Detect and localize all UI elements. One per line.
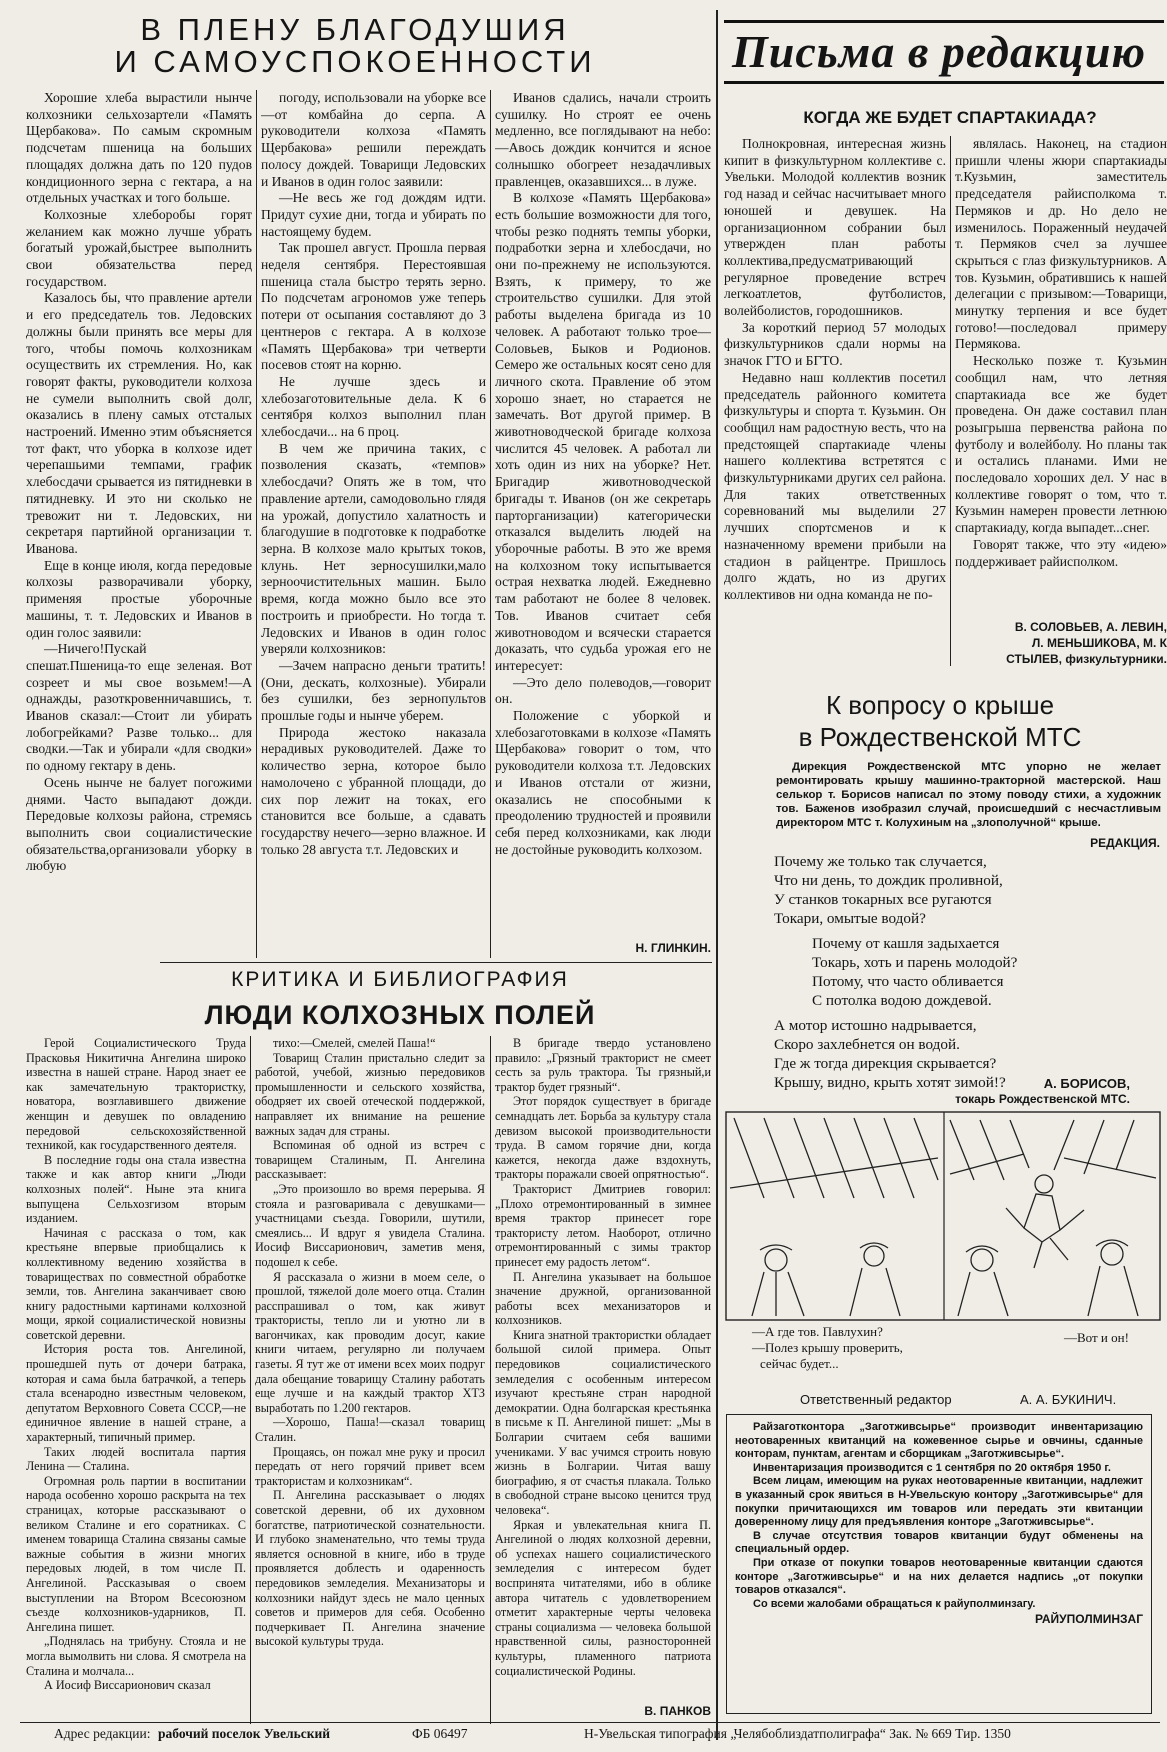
paragraph: Говорят также, что эту «идею» поддерживает райисполком.: [955, 536, 1167, 569]
paragraph: П. Ангелина рассказывает о людях советской деревни, об их духовном богатстве, патриотической сознательности. И глубоко знаменательно, что темы труда является основной в книге, ибо в труде проявляется доблесть и одаренность передовиков земледелия. Механизаторы и колхозники найдут здесь не мало ценных советов и примеров для себя. Особенно подчеркивает П. Ангелина значение высокой культуры труда.: [255, 1488, 485, 1649]
paragraph: Несколько позже т. Кузьмин сообщил нам, что летняя спартакиада все же будет проведена. Он даже составил план розыгрыша первенства района по футболу и волейболу. Но планы так и остались планами. Ими не последовало хороших дел. У нас в коллективе говорят о том, что т. Кузьмин намерен провести летнюю спартакиаду, когда выпадет...снег.: [955, 353, 1167, 536]
paragraph: Хорошие хлеба вырастили нынче колхозники сельхозартели «Память Щербакова». По самым скромным подсчетам пшеница на больших площадях должна дать по 120 пудов кондиционного зерна с гектара, а на отдельных участках и того больше.: [26, 90, 252, 206]
poem-line: С потолка водою дождевой.: [812, 992, 992, 1009]
article-title-line2: И САМОУСПОКОЕННОСТИ: [114, 44, 596, 79]
poem-signature-subtitle: токарь Рождественской МТС.: [955, 1092, 1130, 1106]
paragraph: тихо:—Смелей, смелей Паша!“: [273, 1036, 436, 1050]
poem-stanza: [774, 852, 1154, 928]
paragraph: Природа жестоко наказала нерадивых руководителей. Даже то количество зерна, которое было намолочено с убранной площади, до сих пор лежит на токах, его становится все больше, а сдавать государству нечего—зерно влажное. И только 28 августа т.т. Ледовских и: [261, 724, 486, 857]
poem-line: Крышу, видно, крыть хотят зимой!?: [774, 1074, 1006, 1091]
article1-column-2: [261, 90, 486, 958]
article1-column-3: [495, 90, 711, 940]
roof-title-line1: К вопросу о крыше: [825, 690, 1055, 720]
paragraph: Вспоминая об одной из встреч с товарищем Сталиным, П. Ангелина рассказывает:: [255, 1138, 485, 1182]
paragraph: Я рассказала о жизни в моем селе, о прошлой, тяжелой доле моего отца. Сталин расспрашивал о том, как живут трактористы, тепло ли и уютно ли в вагончиках, как проводим досуг, какие книги читаем, регулярно ли получаем газеты. Я тут же от имени всех моих подруг дала обещание товарищу Сталину работать еще лучше и на каждый трактор ХТЗ выработать по 1.200 гектаров.: [255, 1269, 485, 1415]
cartoon-caption-right: —Вот и он!: [1064, 1330, 1129, 1345]
paragraph: —Хорошо, Паша!—сказал товарищ Сталин.: [255, 1415, 485, 1445]
editor-name: А. А. БУКИНИЧ.: [1020, 1392, 1117, 1407]
paragraph: А Иосиф Виссарионович сказал: [44, 1678, 211, 1693]
paragraph: История роста тов. Ангелиной, прошедшей путь от дочери батрака, которая и сама была батрачкой, а теперь стала всенародно известным человеком, депутатом Верховного Совета СССР,—не единичное явление в нашей стране, а характерный, типичный пример.: [26, 1342, 246, 1445]
article1-column-1: [26, 90, 252, 958]
paragraph: —Это дело полеводов,—говорит он.: [495, 674, 711, 707]
review-signature: В. ПАНКОВ: [644, 1704, 711, 1718]
cartoon-caption-left-1: —А где тов. Павлухин?: [752, 1324, 883, 1339]
paragraph: В чем же причина таких, с позволения сказать, «темпов» хлебосдачи? Опять же в том, что правление артели, самодовольно глядя на урожай, допустило халатность и благодушие в подготовке к подработке зерна. В колхозе мало крытых токов, клунь. Нет зерносушилки,мало зерноочистительных машин. Было время, когда можно было все это построить и приобрести. Но тогда т. Ледовских и Иванов в один голос уверяли колхозников:: [261, 440, 486, 657]
cartoon-caption-left-3: сейчас будет...: [760, 1356, 839, 1371]
paragraph: —Зачем напрасно деньги тратить! (Они, дескать, колхозные). Убирали без сушилки, без зернопультов прошлые годы и нынче уберем.: [261, 657, 486, 724]
paragraph: „Поднялась на трибуну. Стояла и не могла вымолвить ни слова. Я смотрела на Сталина и молчала...: [26, 1634, 246, 1678]
poem-signature: А. БОРИСОВ,: [1043, 1076, 1130, 1091]
paragraph: Иванов сдались, начали строить сушилку. Но строят ее очень медленно, все поглядывают на небо:—Авось дождик кончится и ясное солнышко обогреет незадачливых правленцев, оказавшихся... в луже.: [495, 90, 711, 189]
cartoon-frame: [724, 1110, 1162, 1322]
poem-line: Потому, что часто обливается: [812, 973, 1004, 990]
section-divider: [160, 962, 712, 963]
paragraph: Положение с уборкой и хлебозаготовками в колхозе «Память Щербакова» говорит о том, что руководители колхоза т.т. Ледовских и Иванов отстали от жизни, оказались не способными к преодолению трудностей и проявили себя перед колхозниками, как люди не достойные руководить колхозом.: [495, 708, 711, 857]
paragraph: За короткий период 57 молодых физкультурников сдали нормы на значок ГТО и БГТО.: [724, 319, 946, 369]
ad-paragraph: Инвентаризация производится с 1 сентября по 20 октября 1950 г.: [753, 1461, 1111, 1474]
poem-stanza: [812, 934, 1154, 1010]
ad-paragraph: Райзаготконтора „Заготживсырье“ производит инвентаризацию неотоваренных квитанций на кожевенное сырье и овчины, сданные конторам, пунктам, агентам и сборщикам „Заготживсырье“.: [735, 1421, 1143, 1461]
poem-line: Где ж тогда дирекция скрывается?: [774, 1055, 997, 1072]
roof-title-line2: в Рождественской МТС: [798, 722, 1082, 752]
letters-signature-line2: Л. МЕНЬШИКОВА, М. К: [1031, 636, 1167, 650]
paragraph: Еще в конце июля, когда передовые колхозы разворачивали уборку, применяя простые уборочные машины, т. т. Ледовских и Иванов в один голос заявили:: [26, 557, 252, 640]
review-rubric: КРИТИКА И БИБЛИОГРАФИЯ: [231, 968, 569, 991]
review-column-2: [255, 1036, 485, 1724]
footer-code: ФБ 06497: [412, 1726, 468, 1741]
editor-label: Ответственный редактор: [800, 1392, 952, 1407]
paragraph: Товарищ Сталин пристально следит за работой, учебой, жизнью передовиков промышленности и сельского хозяйства, ободряет их своей отеческой поддержкой, направляет их внимание на решение важных задач для страны.: [255, 1050, 485, 1138]
roof-intro-signature: РЕДАКЦИЯ.: [1090, 836, 1160, 850]
paragraph: Недавно наш коллектив посетил председатель районного комитета физкультуры и спорта т. Кузьмин. Он сообщил нам радостную весть, что на предстоящей спартакиаде члены нашего коллектива встретятся с физкультурниками других сел района. Для таких ответственных соревнований мы выделили 27 лучших спортсменов и к назначенному времени прибыли на стадион в райцентре. Пришлось долго ждать, но из других коллективов ни одна команда не по-: [724, 369, 946, 602]
paragraph: погоду, использовали на уборке все—от комбайна до серпа. А руководители колхоза «Память Щербакова» решили переждать полосу дождей. Товарищи Ледовских и Иванов в один голос заявили:: [261, 90, 486, 189]
advertisement-box: [726, 1414, 1152, 1714]
column-divider: [490, 90, 491, 958]
paragraph: Этот порядок существует в бригаде семнадцать лет. Борьба за культуру стала девизом высокой производительности труда. В самом горячие дни, когда кажется, некогда даже вздохнуть, тракторы поражали своей опрятностью“.: [495, 1094, 711, 1182]
paragraph: Полнокровная, интересная жизнь кипит в физкультурном коллективе с. Увельки. Молодой коллектив возник год назад и сейчас насчитывает много юношей и девушек. На организационном собрании был утвержден план работы коллектива,предусматривающий регулярное проведение встреч легкоатлетов, футболистов, волейболистов, городошников.: [724, 136, 946, 319]
letters-signature-line3: СТЫЛЕВ, физкультурники.: [1006, 652, 1167, 666]
paragraph: „Это произошло во время перерыва. Я стояла и разговаривала с девушками—участницами съезда. Говорили, шутили, смеялись... И вдруг я увидела Сталина. Иосиф Виссарионович, заметив меня, подошел к себе.: [255, 1181, 485, 1269]
paragraph: являлась. Наконец, на стадион пришли члены жюри спартакиады т.Кузьмин, заместитель председателя райисполкома т. Пермяков и др. Но дело не изменилось. Пораженный неудачей т. Пермяков счел за лучшее скрыться с глаз физкультурников. А тов. Кузьмин, обратившись к нашей делегации с призывом:—Товарищи, минутку терпения и все будет готово!—последовал примеру Пермякова.: [955, 136, 1167, 352]
footer-printing: Н-Увельская типография „Челябоблиздатполиграфа“ Зак. № 669 Тир. 1350: [584, 1726, 1011, 1741]
paragraph: Огромная роль партии в воспитании народа особенно хорошо раскрыта на тех страницах, которые рассказывают о великом Сталине и его соратниках. С именем товарища Сталина связаны самые важные события в жизни многих передовых людей, в том числе П. Ангелиной. Рассказывая о своем выступлении на Втором Всесоюзном съезде колхозников-ударников, П. Ангелина пишет.: [26, 1473, 246, 1634]
review-column-1: [26, 1036, 246, 1724]
roof-intro: Дирекция Рождественской МТС упорно не желает ремонтировать крышу машинно-тракторной мастерской. Наш селькор т. Борисов написал по этому поводу стихи, а художник тов. Баженов изобразил случай, происшедший с несчастливым директором МТС т. Колухиным на „злополучной“ крыше.: [776, 761, 1161, 829]
article-title-line1: В ПЛЕНУ БЛАГОДУШИЯ: [140, 12, 570, 47]
poem-line: Токари, омытые водой?: [774, 910, 926, 927]
cartoon-caption-left-2: —Полез крышу проверить,: [752, 1340, 903, 1355]
paragraph: Таких людей воспитала партия Ленина — Сталина.: [26, 1444, 246, 1474]
paragraph: Тракторист Дмитриев говорил: „Плохо отремонтированный в зимнее время трактор принесет горе трактористу летом. Наоборот, отлично отремонтированный с зимы трактор принесет ему радость летом“.: [495, 1181, 711, 1269]
poem-line: У станков токарных все ругаются: [774, 891, 992, 908]
page-center-divider: [716, 10, 718, 1740]
paragraph: Начиная с рассказа о том, как крестьяне впервые приобщались к коллективному ведению хозяйства в товариществах по совместной обработке земли, тов. Ангелина заканчивает свою книгу радостными картинами колхозной мощи, яркой социалистической новизны советской деревни.: [26, 1225, 246, 1342]
poem-line: А мотор истошно надрывается,: [774, 1017, 977, 1034]
paragraph: —Ничего!Пускай спешат.Пшеница-то еще зеленая. Вот созреет и мы свое возьмем!—А однажды, разоткровенничавшись, т. Иванов сказал:—Стоит ли убирать лобогрейками? Разве только... для сводки.—Так и убирали «для сводки» по одному гектару в день.: [26, 641, 252, 774]
ad-paragraph: В случае отсутствия товаров квитанции будут обменены на специальный ордер.: [735, 1529, 1143, 1556]
paragraph: —Не весь же год дождям идти. Придут сухие дни, тогда и убирать по настоящему будем.: [261, 190, 486, 239]
paragraph: В колхозе «Память Щербакова» есть большие возможности для того, чтобы резко поднять темпы уборки, подработки зерна и хлебосдачи, но они по-прежнему не используются. Взять, к примеру, то же строительство сушилки. Для этой работы выделена бригада из 10 человек. А работают только трое—Соловьев, Быков и Родионов. Семеро же остальных косят сено для личного скота. Правление об этом хорошо знает, но старается не замечать. Вот другой пример. В животноводческой бригаде колхоза числится 45 человек. А работал ли хоть один из них на уборке? Нет. Бригадир животноводческой бригады т. Иванов (он же секретарь парторганизации) категорически отказался выделить людей на уборочные работы. В это же время на колхозном току испытывается острая нехватка людей. Ежедневно там работают не более 8 человек. Тов. Иванов считает себя животноводом и всячески старается доказать, что судьба урожая его не интересует:: [495, 190, 711, 673]
column-divider: [256, 90, 257, 958]
roof-poem: [774, 852, 1154, 1092]
letters-signature-line1: В. СОЛОВЬЕВ, А. ЛЕВИН,: [1014, 620, 1167, 634]
footer-address: рабочий поселок Увельский: [158, 1726, 331, 1741]
paragraph: Прощаясь, он пожал мне руку и просил передать от него горячий привет всем трактористам и колхозникам“.: [255, 1444, 485, 1488]
cartoon-illustration: [724, 1110, 1162, 1322]
paragraph: Колхозные хлеборобы горят желанием как можно лучше убрать богатый урожай,быстрее выполнить свои обязательства перед государством.: [26, 206, 252, 289]
paragraph: В последние годы она стала известна также и как автор книги „Люди колхозных полей“. Ныне эта книга выпущена Сельхозгизом вторым изданием.: [26, 1152, 246, 1226]
paragraph: Не лучше здесь и хлебозаготовительные дела. К 6 сентября колхоз выполнил план хлебосдачи... на 6 проц.: [261, 373, 486, 440]
paragraph: В бригаде твердо установлено правило: „Грязный тракторист не смеет сесть за руль трактора. Ты грязный,и трактор будет грязный“.: [495, 1036, 711, 1094]
paragraph: П. Ангелина указывает на большое значение дружной, организованной работы всех механизаторов и колхозников.: [495, 1269, 711, 1328]
poem-line: Почему от кашля задыхается: [812, 935, 1000, 952]
paragraph: Осень нынче не балует погожими днями. Часто выпадают дожди. Передовые колхозы района, стремясь выполнить свои социалистические обязательства,организовали уборку в любую: [26, 774, 252, 874]
letters-article-title: КОГДА ЖЕ БУДЕТ СПАРТАКИАДА?: [803, 108, 1097, 127]
ad-paragraph: При отказе от покупки товаров неотоваренные квитанции сдаются конторе „Заготживсырье“ и на них делается надпись „от покупки товаров отказался“.: [735, 1556, 1143, 1597]
poem-line: Почему же только так случается,: [774, 853, 987, 870]
paragraph: Яркая и увлекательная книга П. Ангелиной о людях колхозной деревни, об успехах нашего социалистического земледелия с интересом будет воспринята читателями, ибо в облике автора читатель с удовлетворением отметит характерные черты человека страны социализма — человека большой нравственной силы, разносторонней культуры, пламенного патриота социалистической Родины.: [495, 1517, 711, 1678]
ad-signature: РАЙУПОЛМИНЗАГ: [1034, 1612, 1143, 1627]
column-divider: [950, 136, 951, 666]
paragraph: Книга знатной трактористки обладает большой силой примера. Опыт передовиков социалистического земледелия с особенным интересом изучают крестьяне стран народной демократии. Одна болгарская крестьянка в письме к П. Ангелиной пишет: „Мы в Болгарии считаем себя вашими учениками. У вас учимся строить новую жизнь в Болгарии. Читая вашу биографию, я от счастья плакала. Только в свободной стране высоко ценится труд человека“.: [495, 1327, 711, 1517]
review-column-3: [495, 1036, 711, 1702]
letters-header-banner: [724, 20, 1164, 84]
ad-paragraph: Всем лицам, имеющим на руках неотоваренные квитанции, надлежит в указанный срок явиться в Н-Увельскую контору „Заготживсырье“ для покупки причитающихся им товаров или передать эти квитанции доверенному лицу для предъявления конторе „Заготживсырье“.: [735, 1475, 1143, 1529]
article1-signature: Н. ГЛИНКИН.: [635, 941, 711, 955]
footer-address-label: Адрес редакции:: [54, 1726, 151, 1741]
poem-line: Что ни день, то дождик проливной,: [774, 872, 1003, 889]
poem-line: Скоро захлебнется он водой.: [774, 1036, 960, 1053]
ad-paragraph: Со всеми жалобами обращаться к райуполминзагу.: [753, 1597, 1036, 1610]
paragraph: Так прошел август. Прошла первая неделя сентября. Перестоявшая пшеница стала быстро терять зерно. По подсчетам агрономов уже теперь потери от осыпания составляют до 3 центнеров с гектара. А в колхозе «Память Щербакова» три четверти посевов стоят на корню.: [261, 240, 486, 373]
column-divider: [490, 1036, 491, 1724]
paragraph: Казалось бы, что правление артели и его председатель тов. Ледовских должны были принять все меры для того, чтобы помочь колхозникам осуществить их стремления. Но, как говорят факты, руководители колхоза не сумели выполнить свой долг, оказались в плену самых отсталых настроений. Именно этим объясняется тот факт, что уборка в колхозе идет черепашьими темпами, график хлебосдачи срывается из пятидневки в пятидневку. И это ни сколько не тревожит ни т. Ледовских, ни секретаря партийной организации т. Иванова.: [26, 290, 252, 556]
letters-header-text: Письма в редакцию: [732, 26, 1147, 77]
footer-rule: [20, 1722, 1160, 1723]
letters-column-2: [955, 136, 1167, 618]
letters-column-1: [724, 136, 946, 666]
paragraph: Герой Социалистического Труда Прасковья Никитична Ангелина широко известна в нашей стране. Народ знает ее как замечательную трактористку, новатора, возглавившего движение женщин и девушек по овладению передовой сельскохозяйственной техникой, как государственного деятеля.: [26, 1036, 246, 1153]
poem-line: Токарь, хоть и парень молодой?: [812, 954, 1018, 971]
column-divider: [250, 1036, 251, 1724]
review-title: ЛЮДИ КОЛХОЗНЫХ ПОЛЕЙ: [204, 1000, 596, 1030]
